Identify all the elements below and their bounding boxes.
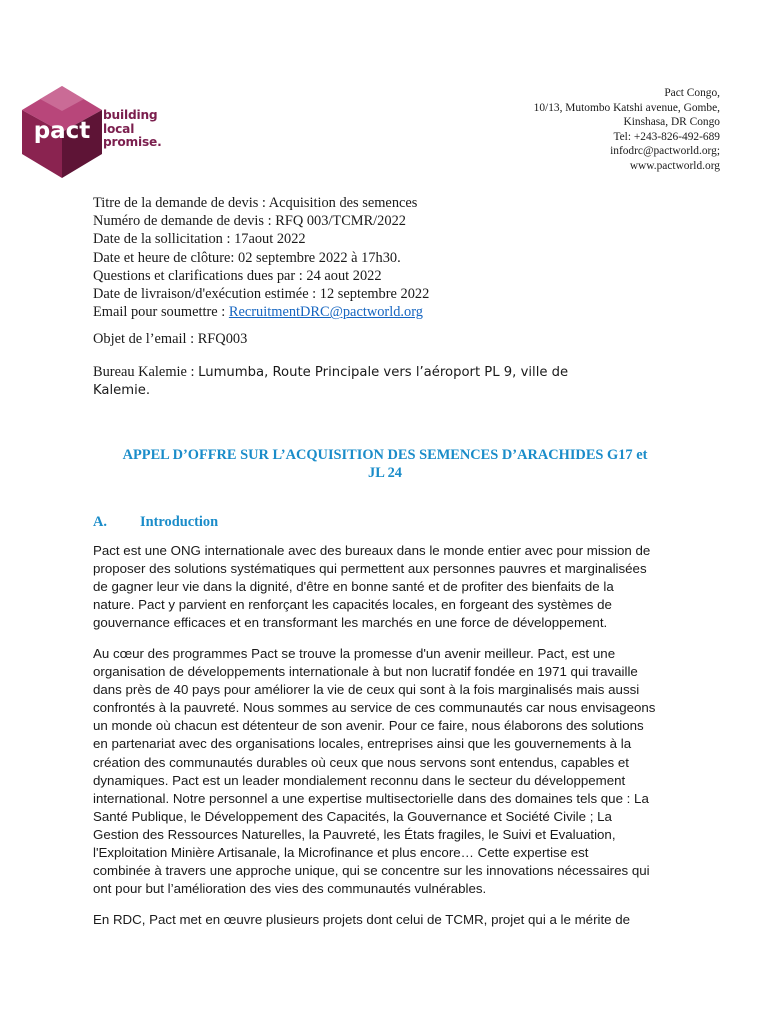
paragraph-line: en partenariat avec des organisations locales, entreprises ainsi que les gouvernements à la bbox=[93, 736, 632, 752]
rfq-delivery-line: Date de livraison/d'exécution estimée : 12 septembre 2022 bbox=[93, 286, 430, 303]
paragraph-line: En RDC, Pact met en œuvre plusieurs projets dont celui de TCMR, projet qui a le mérite de bbox=[93, 912, 631, 927]
paragraph-line: confrontés à la pauvreté. Nous sommes au service de ces communautés car nous envisageons bbox=[93, 700, 656, 716]
rfq-date-line: Date de la sollicitation : 17aout 2022 bbox=[93, 231, 306, 248]
paragraph-line: organisation de développements internationale à but non lucratif fondée en 1971 qui travaille bbox=[93, 664, 638, 680]
paragraph-line: ont pour but l’amélioration des vies des communautés vulnérables. bbox=[93, 881, 487, 897]
office-address bbox=[93, 363, 693, 400]
paragraph-line: Santé Publique, le Développement des Capacités, la Gouvernance et Société Civile ; La bbox=[93, 808, 612, 824]
rfq-number-line: Numéro de demande de devis : RFQ 003/TCMR/2022 bbox=[93, 213, 406, 230]
office-address-line: Kalemie. bbox=[93, 383, 151, 399]
section-letter: A. bbox=[93, 514, 107, 530]
rfq-questions-line: Questions et clarifications dues par : 24 aout 2022 bbox=[93, 267, 382, 284]
paragraph-line: Au cœur des programmes Pact se trouve la promesse d'un avenir meilleur. Pact, est une bbox=[93, 646, 616, 661]
paragraph-line: dynamiques. Pact est un leader mondialement reconnu dans le secteur du développement bbox=[93, 772, 626, 788]
paragraph-line: l'Exploitation Minière Artisanale, la Microfinance et plus encore… Cette expertise est bbox=[93, 845, 589, 861]
email-label: Email pour soumettre : bbox=[93, 304, 229, 321]
paragraph-intro bbox=[93, 542, 683, 632]
document-heading bbox=[93, 446, 677, 483]
address-email: infodrc@pactworld.org; bbox=[610, 145, 720, 158]
paragraph-about bbox=[93, 645, 683, 898]
address-website: www.pactworld.org bbox=[629, 159, 720, 172]
logo-tagline-line: promise. bbox=[103, 135, 162, 150]
paragraph-line: Pact est une ONG internationale avec des bureaux dans le monde entier avec pour mission de bbox=[93, 543, 651, 558]
paragraph-line: de gagner leur vie dans la dignité, d'être en bonne santé et de profiter des bienfaits de la bbox=[93, 579, 614, 595]
paragraph-line: international. Notre personnel a une expertise multisectorielle dans des domaines tels que : La bbox=[93, 790, 649, 806]
paragraph-line: un monde où chacun est détenteur de son avenir. Pour ce faire, nous élaborons des solutions bbox=[93, 718, 644, 734]
logo-tagline-line: building bbox=[103, 108, 158, 122]
submission-email-link[interactable]: RecruitmentDRC@pactworld.org bbox=[228, 304, 423, 321]
organization-address bbox=[534, 86, 720, 174]
address-line: 10/13, Mutombo Katshi avenue, Gombe, bbox=[533, 101, 720, 114]
email-subject-line: Objet de l’email : RFQ003 bbox=[93, 331, 248, 347]
paragraph-line: gouvernance efficaces et en transformant les marchés en une force de développement. bbox=[93, 615, 608, 631]
paragraph-line: combinée à travers une approche unique, qui se concentre sur les innovations nécessaires qui bbox=[93, 863, 650, 879]
heading-line: JL 24 bbox=[368, 465, 402, 482]
paragraph-line: dans près de 40 pays pour améliorer la vie de ceux qui sont à la fois marginalisés mais aussi bbox=[93, 682, 640, 698]
address-line: Kinshasa, DR Congo bbox=[623, 116, 720, 129]
paragraph-line: Gestion des Ressources Naturelles, la Pauvreté, les États fragiles, le Suivi et Evaluation, bbox=[93, 826, 616, 842]
rfq-deadline-line: Date et heure de clôture: 02 septembre 2022 à 17h30. bbox=[93, 249, 401, 266]
pact-logo-icon bbox=[22, 86, 102, 178]
logo-tagline bbox=[103, 109, 162, 150]
pact-logo bbox=[22, 86, 162, 178]
paragraph-line: création des communautés durables où ceux que nous servons sont entendus, capables et bbox=[93, 754, 629, 770]
address-line: Pact Congo, bbox=[664, 87, 720, 99]
rfq-details bbox=[93, 194, 429, 321]
paragraph-line: nature. Pact y parvient en renforçant les capacités locales, en forgeant des systèmes de bbox=[93, 597, 612, 613]
paragraph-line: proposer des solutions systématiques qui permettent aux personnes pauvres et marginalisées bbox=[93, 561, 647, 577]
rfq-title-line: Titre de la demande de devis : Acquisition des semences bbox=[93, 195, 418, 211]
paragraph-drc bbox=[93, 911, 683, 929]
section-heading-introduction bbox=[93, 514, 218, 531]
heading-line: APPEL D’OFFRE SUR L’ACQUISITION DES SEMENCES D’ARACHIDES G17 et bbox=[122, 447, 648, 463]
office-address-line: Lumumba, Route Principale vers l’aéroport PL 9, ville de bbox=[198, 365, 569, 380]
office-label: Bureau Kalemie : bbox=[93, 364, 199, 380]
address-phone: Tel: +243-826-492-689 bbox=[613, 130, 720, 143]
rfq-email-line bbox=[93, 303, 429, 321]
logo-tagline-line: local bbox=[103, 121, 135, 136]
logo-wordmark: pact bbox=[33, 118, 91, 144]
section-title: Introduction bbox=[140, 514, 219, 530]
